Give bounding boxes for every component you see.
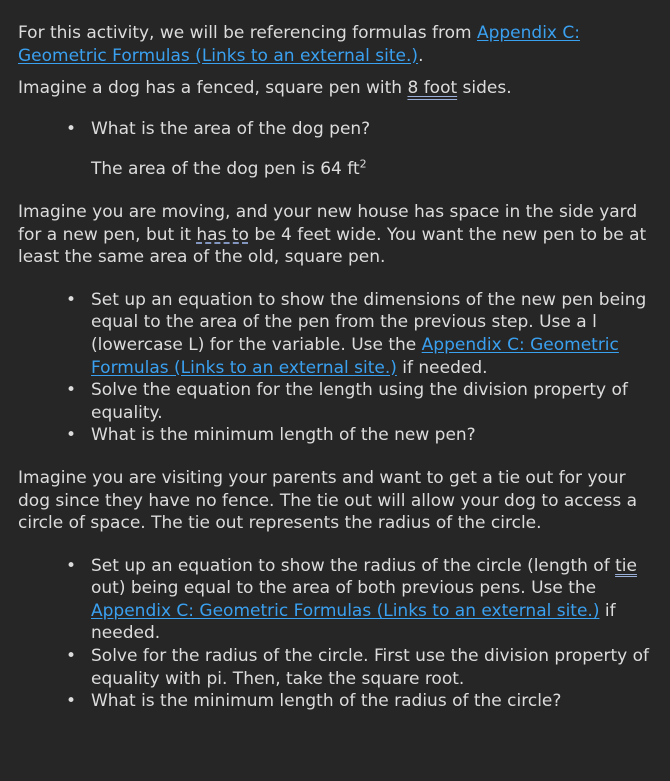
dog-pen-text-post: sides. [457,78,512,99]
list-item [18,118,652,141]
list-item [18,690,652,713]
appendix-link-intro[interactable]: Appendix C: Geometric Formulas (Links to an external site.) [18,23,580,66]
list2-item1-text: Set up an equation to show the dimensions of the new pen being equal to the area of the pen from the previous step. Use a l (lowercase L) for the variable. Use the [91,289,647,355]
intro-paragraph [18,22,652,67]
moving-paragraph [18,201,652,269]
question-list-2 [18,289,652,447]
dog-pen-text-pre: Imagine a dog has a fenced, square pen with [18,78,408,99]
appendix-link-list2[interactable]: Appendix C: Geometric Formulas (Links to an external site.) [91,334,619,378]
list-item [18,645,652,690]
list3-item1-text-pre: Set up an equation to show the radius of the circle (length of [91,555,616,576]
appendix-link-list3[interactable]: Appendix C: Geometric Formulas (Links to an external site.) [91,600,600,621]
list-item [18,424,652,447]
dog-pen-paragraph [18,77,652,100]
list-item [18,379,652,424]
dog-pen-highlight: 8 foot [407,78,458,99]
intro-text: For this activity, we will be referencing formulas from [18,23,477,43]
moving-text-post: be 4 feet wide. You want the new pen to be at least the same area of the old, square pen. [18,224,647,268]
list3-item2-text: Solve for the radius of the circle. First use the division property of equality with pi. Then, take the square root. [91,646,649,689]
list3-item1-text-mid: out) being equal to the area of both previous pens. Use the [91,578,597,599]
q1-answer-text: The area of the dog pen is 64 ft [91,159,360,180]
tieout-text: Imagine you are visiting your parents and want to get a tie out for your dog since they have no fence. The tie out will allow your dog to access a circle of space. The tie out represents the radius of the circle. [18,467,637,534]
question-list-3 [18,555,652,713]
list2-item2-text: Solve the equation for the length using the division property of equality. [91,380,628,423]
list2-item1-end: if needed. [396,357,488,378]
question-list-1 [18,118,652,141]
intro-end: . [418,45,424,66]
list2-item3-text: What is the minimum length of the new pen? [91,425,476,446]
q1-answer-exponent: 2 [359,157,367,171]
q1-question: What is the area of the dog pen? [91,118,371,139]
q1-answer [18,158,652,181]
list-item [18,555,652,645]
moving-highlight: has to [196,224,249,245]
tieout-paragraph [18,467,652,535]
list3-item1-end: if needed. [91,600,616,644]
list3-item3-text: What is the minimum length of the radius of the circle? [91,691,562,712]
list3-item1-highlight: tie [615,555,637,576]
list-item [18,289,652,379]
moving-text-pre: Imagine you are moving, and your new house has space in the side yard for a new pen, but it [18,201,638,245]
